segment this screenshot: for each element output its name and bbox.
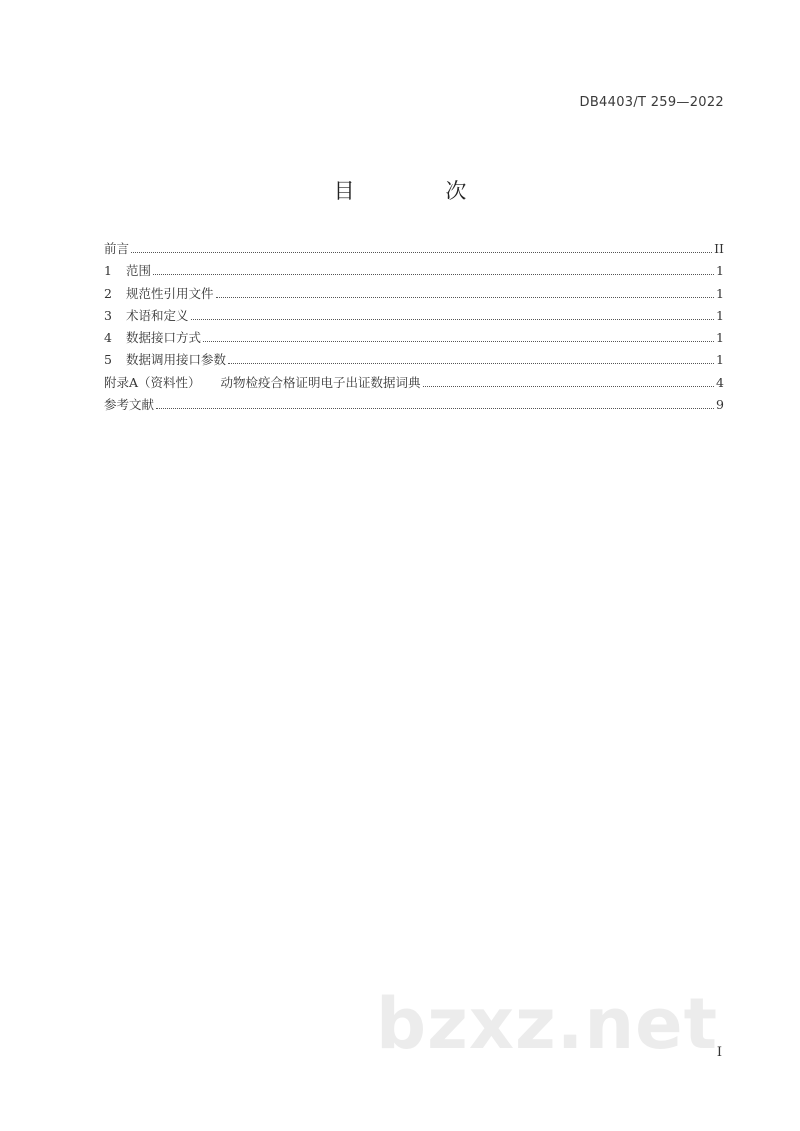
toc-entry-label: 规范性引用文件 <box>126 285 214 301</box>
toc-entry-bibliography[interactable] <box>104 395 724 417</box>
toc-entry-label: 术语和定义 <box>126 307 189 323</box>
toc-entry-label: 数据接口方式 <box>126 330 202 346</box>
toc-title: 目 次 <box>333 179 509 203</box>
toc-leader-dots <box>131 251 712 253</box>
toc-leader-dots <box>191 318 715 320</box>
toc-entry-number: 2 <box>104 285 112 301</box>
toc-entry-label: 数据调用接口参数 <box>126 352 227 368</box>
toc-entry-page: 4 <box>716 374 724 390</box>
toc-entry-number: 5 <box>104 352 112 368</box>
toc-entry-number: 4 <box>104 330 112 346</box>
toc-entry-number: 3 <box>104 307 112 323</box>
toc-leader-dots <box>156 407 714 409</box>
toc-entry-page: 9 <box>716 397 724 413</box>
toc-leader-dots <box>203 340 714 342</box>
toc-entry-page: II <box>714 241 724 256</box>
toc-entry-appendix-a[interactable] <box>104 373 724 395</box>
toc-entry-page: 1 <box>716 330 724 346</box>
toc-entry-label: 附录A（资料性） <box>104 374 201 390</box>
toc-leader-dots <box>216 296 715 298</box>
toc-entry-label: 参考文献 <box>104 397 155 413</box>
toc-entry-page: 1 <box>716 307 724 323</box>
document-code: DB4403/T 259—2022 <box>579 95 724 110</box>
toc-list <box>104 239 724 417</box>
toc-leader-dots <box>228 362 714 364</box>
toc-entry-scope[interactable] <box>104 261 724 283</box>
toc-entry-page: 1 <box>716 263 724 279</box>
toc-entry-page: 1 <box>716 352 724 368</box>
toc-entry-label: 范围 <box>126 263 152 279</box>
toc-entry-normative-references[interactable] <box>104 284 724 306</box>
toc-leader-dots <box>153 273 714 275</box>
toc-entry-page: 1 <box>716 285 724 301</box>
toc-leader-dots <box>423 385 715 387</box>
toc-entry-interface-parameters[interactable] <box>104 350 724 372</box>
toc-entry-number: 1 <box>104 263 112 279</box>
toc-entry-terms-definitions[interactable] <box>104 306 724 328</box>
toc-entry-foreword[interactable] <box>104 239 724 261</box>
watermark: bzxz.net <box>376 983 719 1065</box>
page-number: I <box>716 1045 722 1060</box>
toc-entry-sublabel: 动物检疫合格证明电子出证数据词典 <box>220 374 421 390</box>
toc-entry-data-interface-mode[interactable] <box>104 328 724 350</box>
toc-entry-label: 前言 <box>104 241 130 256</box>
